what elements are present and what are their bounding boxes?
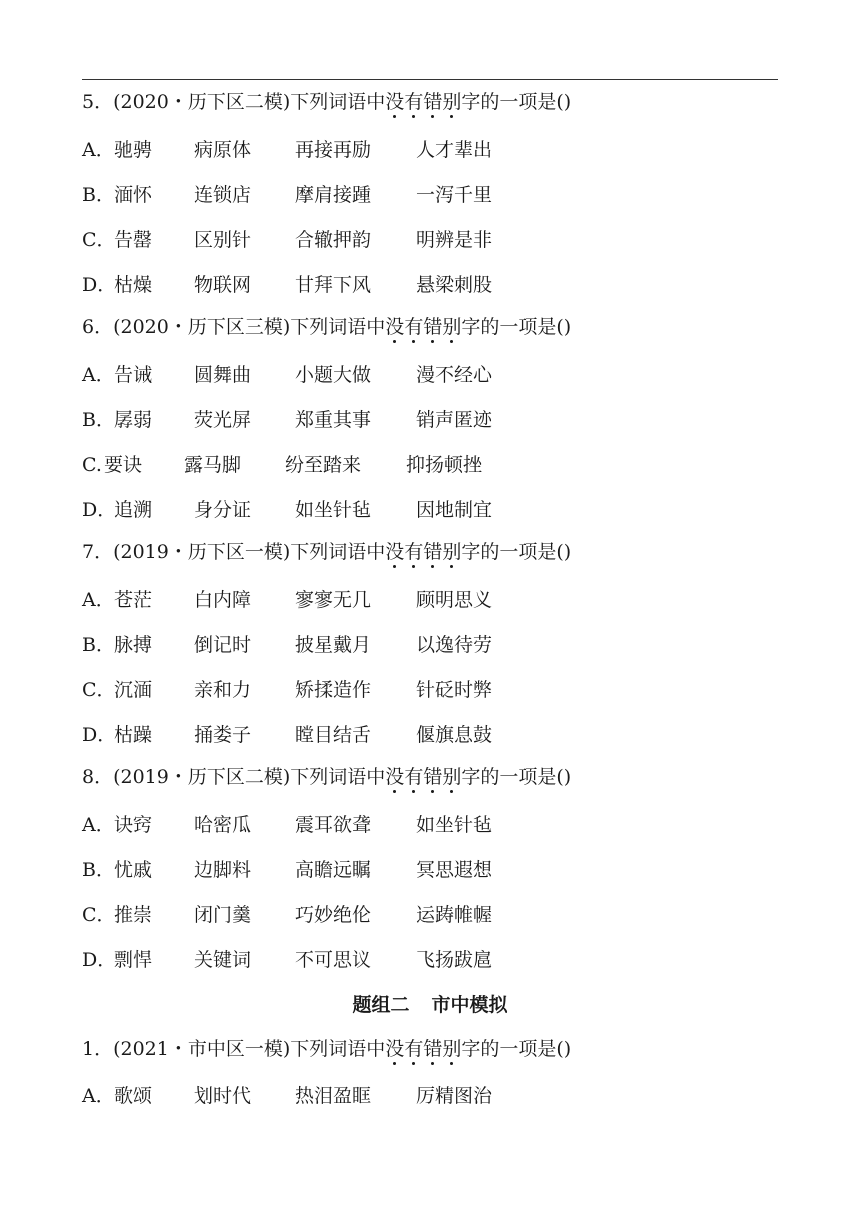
- option-term: 销声匿迹: [416, 409, 493, 431]
- option-term: 追溯: [114, 499, 153, 521]
- emphasis-char: 错: [423, 1038, 443, 1060]
- question-7-stem: [82, 537, 571, 567]
- emphasis-char: 错: [423, 766, 443, 788]
- stem-text: ): [563, 766, 572, 788]
- option-letter: A．: [82, 589, 115, 611]
- option-term: 驰骋: [114, 139, 153, 161]
- option-term: 区别针: [194, 229, 252, 251]
- option-term: 矫揉造作: [295, 679, 372, 701]
- option-term: 人才辈出: [416, 139, 493, 161]
- option-term: 针砭时弊: [416, 679, 493, 701]
- option-term: 身分证: [194, 499, 252, 521]
- emphasis-char: 有: [404, 91, 424, 113]
- option-term: 露马脚: [184, 454, 242, 476]
- option-letter: D．: [82, 724, 117, 746]
- option-letter: B．: [82, 634, 115, 656]
- stem-text: 下列词语中: [290, 766, 386, 788]
- question-source: (2019・历下区一模): [113, 541, 291, 563]
- option-term: 甘拜下风: [295, 274, 372, 296]
- option-term: 因地制宜: [416, 499, 493, 521]
- option-term: 合辙押韵: [295, 229, 372, 251]
- option-term: 亲和力: [194, 679, 252, 701]
- emphasis-char: 有: [404, 1038, 424, 1060]
- option-term: 脉搏: [114, 634, 153, 656]
- option-term: 沉湎: [114, 679, 153, 701]
- option-term: 不可思议: [295, 949, 372, 971]
- emphasis-char: 没: [385, 541, 405, 563]
- option-term: 要诀: [104, 454, 143, 476]
- question-6-stem: [82, 312, 571, 342]
- option-letter: C．: [82, 679, 116, 701]
- option-term: 抑扬顿挫: [406, 454, 483, 476]
- option-term: 捅娄子: [194, 724, 252, 746]
- option-term: 白内障: [194, 589, 252, 611]
- option-term: 枯燥: [114, 274, 153, 296]
- option-term: 推崇: [114, 904, 153, 926]
- option-term: 告罄: [114, 229, 153, 251]
- option-term: 枯躁: [114, 724, 153, 746]
- stem-text: ): [563, 1038, 572, 1060]
- emphasis-char: 别: [442, 1038, 462, 1060]
- option-term: 苍茫: [114, 589, 153, 611]
- option-term: 飞扬跋扈: [416, 949, 493, 971]
- option-term: 冥思遐想: [416, 859, 493, 881]
- option-term: 再接再励: [295, 139, 372, 161]
- option-term: 物联网: [194, 274, 252, 296]
- option-term: 荧光屏: [194, 409, 252, 431]
- section-heading-group: 题组二: [352, 994, 410, 1016]
- stem-text: 下列词语中: [290, 316, 386, 338]
- option-term: 如坐针毡: [295, 499, 372, 521]
- option-term: 连锁店: [194, 184, 252, 206]
- emphasis-char: 没: [385, 316, 405, 338]
- question-source: (2019・历下区二模): [113, 766, 291, 788]
- stem-text: 字的一项是(: [461, 766, 564, 788]
- emphasis-char: 错: [423, 316, 443, 338]
- option-term: 厉精图治: [416, 1085, 493, 1107]
- option-letter: D．: [82, 274, 117, 296]
- option-letter: B．: [82, 184, 115, 206]
- stem-text: 下列词语中: [290, 1038, 386, 1060]
- option-term: 以逸待劳: [416, 634, 493, 656]
- emphasis-char: 没: [385, 766, 405, 788]
- stem-text: ): [563, 541, 572, 563]
- option-term: 纷至踏来: [285, 454, 362, 476]
- option-letter: C．: [82, 904, 116, 926]
- option-term: 震耳欲聋: [295, 814, 372, 836]
- emphasis-char: 别: [442, 766, 462, 788]
- option-term: 顾明思义: [416, 589, 493, 611]
- option-term: 忧戚: [114, 859, 153, 881]
- option-term: 倒记时: [194, 634, 252, 656]
- option-term: 一泻千里: [416, 184, 493, 206]
- option-term: 悬梁刺股: [416, 274, 493, 296]
- question-number: 1．: [82, 1038, 114, 1060]
- option-term: 巧妙绝伦: [295, 904, 372, 926]
- option-term: 摩肩接踵: [295, 184, 372, 206]
- section-heading: [0, 990, 860, 1020]
- option-term: 孱弱: [114, 409, 153, 431]
- option-term: 闭门羹: [194, 904, 252, 926]
- emphasis-char: 没: [385, 1038, 405, 1060]
- emphasis-char: 别: [442, 541, 462, 563]
- emphasis-char: 错: [423, 541, 443, 563]
- question-source: (2020・历下区三模): [113, 316, 291, 338]
- option-term: 圆舞曲: [194, 364, 252, 386]
- question-number: 7．: [82, 541, 114, 563]
- option-term: 如坐针毡: [416, 814, 493, 836]
- option-term: 披星戴月: [295, 634, 372, 656]
- stem-text: 下列词语中: [290, 91, 386, 113]
- stem-text: 字的一项是(: [461, 91, 564, 113]
- question-source: (2021・市中区一模): [113, 1038, 291, 1060]
- option-letter: C．: [82, 229, 116, 251]
- question-8-stem: [82, 762, 571, 792]
- question-number: 8．: [82, 766, 114, 788]
- emphasis-char: 别: [442, 316, 462, 338]
- stem-text: 字的一项是(: [461, 1038, 564, 1060]
- option-term: 告诫: [114, 364, 153, 386]
- question-number: 5．: [82, 91, 114, 113]
- emphasis-char: 别: [442, 91, 462, 113]
- option-term: 明辨是非: [416, 229, 493, 251]
- stem-text: 字的一项是(: [461, 541, 564, 563]
- option-letter: B．: [82, 859, 115, 881]
- option-letter: B．: [82, 409, 115, 431]
- emphasis-char: 错: [423, 91, 443, 113]
- option-letter: D．: [82, 499, 117, 521]
- option-term: 边脚料: [194, 859, 252, 881]
- option-term: 病原体: [194, 139, 252, 161]
- option-term: 哈密瓜: [194, 814, 252, 836]
- stem-text: ): [563, 91, 572, 113]
- question-5-stem: [82, 87, 571, 117]
- question-number: 6．: [82, 316, 114, 338]
- option-term: 剽悍: [114, 949, 153, 971]
- option-letter: A．: [82, 814, 115, 836]
- option-letter: A．: [82, 139, 115, 161]
- option-term: 运踌帷幄: [416, 904, 493, 926]
- emphasis-char: 有: [404, 316, 424, 338]
- emphasis-char: 有: [404, 541, 424, 563]
- option-letter: D．: [82, 949, 117, 971]
- option-term: 偃旗息鼓: [416, 724, 493, 746]
- option-term: 高瞻远瞩: [295, 859, 372, 881]
- option-term: 热泪盈眶: [295, 1085, 372, 1107]
- option-letter: C.: [82, 454, 102, 476]
- stem-text: 下列词语中: [290, 541, 386, 563]
- stem-text: ): [563, 316, 572, 338]
- option-letter: A．: [82, 1085, 115, 1107]
- question-source: (2020・历下区二模): [113, 91, 291, 113]
- section-heading-title: 市中模拟: [431, 994, 508, 1016]
- option-term: 关键词: [194, 949, 252, 971]
- emphasis-char: 有: [404, 766, 424, 788]
- option-term: 诀窍: [114, 814, 153, 836]
- question-1-stem: [82, 1034, 571, 1064]
- stem-text: 字的一项是(: [461, 316, 564, 338]
- emphasis-char: 没: [385, 91, 405, 113]
- option-term: 漫不经心: [416, 364, 493, 386]
- option-letter: A．: [82, 364, 115, 386]
- option-term: 小题大做: [295, 364, 372, 386]
- option-term: 湎怀: [114, 184, 153, 206]
- option-term: 歌颂: [114, 1085, 153, 1107]
- option-term: 郑重其事: [295, 409, 372, 431]
- option-term: 寥寥无几: [295, 589, 372, 611]
- option-term: 划时代: [194, 1085, 252, 1107]
- option-term: 瞠目结舌: [295, 724, 372, 746]
